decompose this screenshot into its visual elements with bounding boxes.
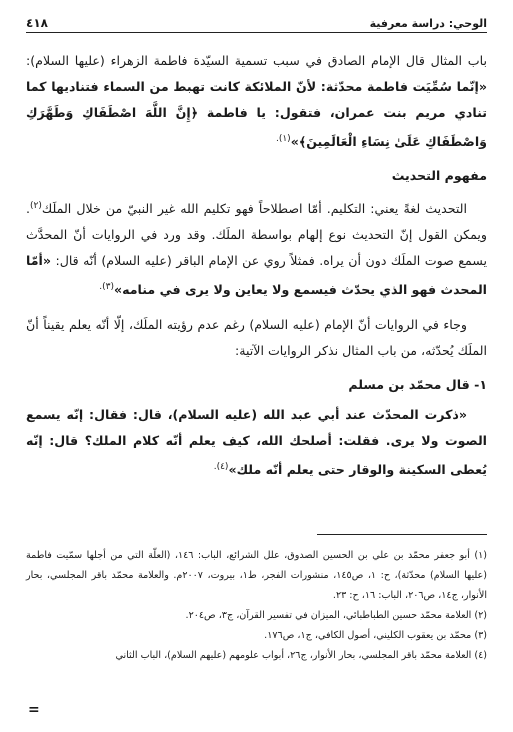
running-title: الوحي: دراسة معرفية — [369, 17, 487, 30]
spacer — [26, 304, 487, 312]
paragraph-1 — [26, 48, 487, 155]
section-heading-muhammad-bin-muslim: ١- قال محمّد بن مسلم — [348, 376, 487, 392]
paragraph-2 — [26, 193, 487, 303]
footnotes — [26, 546, 487, 666]
paragraph-2-text-a: التحديث لغةً يعني: التكليم. أمّا اصطلاحاً فهو تكليم الله غير النبيّ من خلال الملَك — [41, 201, 467, 217]
paragraph-1-intro: باب المثال قال الإمام الصادق في سبب تسمية السيّدة فاطمة الزهراء (عليها السلام): — [26, 53, 487, 68]
quote-abu-abdillah: «ذكرت المحدّث عند أبي عبد الله (عليه السلام)، قال: فقال: إنّه يسمع الصوت ولا يرى. فقلت: أصلحك الله، كيف يعلم أنّه كلام الملك؟ قال: إنّه يُعطى السكينة والوقار حتى يعلم أنّه ملك» — [26, 406, 487, 477]
footnote-ref-4: (٤). — [213, 461, 229, 472]
section-heading-tahdith: مفهوم التحديث — [391, 168, 487, 184]
footnote-ref-2: (٢) — [30, 201, 42, 212]
footnote-4: (٤) العلامة محمّد باقر المجلسي، بحار الأنوار، ج٢٦، أبواب علومهم (عليهم السلام)، الباب الثاني — [115, 650, 487, 661]
page-header — [26, 12, 487, 33]
footnote-1: (١) أبو جعفر محمّد بن علي بن الحسين الصدوق، علل الشرائع، الباب: ١٤٦، (العلّة التي من أجلها سمّيت فاطمة (عليها السلام) محدّثة)، ح: ١، ص١٤٥، منشورات الفجر، ط١، بيروت، ٢٠٠٧م. والعلامة محمّد باقر المجلسي، بحار الأنوار، ج١٤، ص٢٠٦، الباب: ١٦، ح: ٢٣. — [26, 550, 487, 601]
paragraph-4 — [26, 402, 487, 483]
footnote-2: (٢) العلامة محمّد حسين الطباطبائي، الميزان في تفسير القرآن، ج٣، ص٢٠٤. — [185, 610, 487, 621]
footnote-ref-3: (٣). — [99, 282, 114, 293]
continuation-mark: = — [28, 702, 40, 718]
paragraph-2-text-b: . ويمكن القول إنّ التحديث نوع إلهام بواسطة الملَك. وقد ورد في الروايات أنّ المحدَّث يسمع صوت الملَك دون أن يراه. فمثلاً روي عن الإمام الباقر (عليه السلام) أنّه قال: — [26, 201, 487, 269]
footnote-separator — [317, 534, 487, 535]
footnote-ref-1: (١). — [275, 134, 291, 144]
quote-baqir: «أمّا المحدث فهو الذي يحدّث فيسمع ولا يعاين ولا يرى في منامه» — [26, 253, 487, 298]
footnote-3: (٣) محمّد بن يعقوب الكليني، أصول الكافي، ج١، ص١٧٦. — [264, 630, 487, 641]
main-text — [26, 48, 487, 483]
page-number: ٤١٨ — [26, 16, 48, 30]
quote-fatima: «إنّما سُمِّيَت فاطمة محدّثة: لأنّ الملائكة كانت تهبط من السماء فتناديها كما تنادي مريم بنت عمران، فتقول: يا فاطمة ﴿إِنَّ اللَّهَ اصْطَفَاكِ وَطَهَّرَكِ وَاصْطَفَاكِ عَلَىٰ نِسَاءِ الْعَالَمِينَ﴾» — [26, 79, 487, 150]
paragraph-3: وجاء في الروايات أنّ الإمام (عليه السلام) رغم عدم رؤيته الملَك، إلّا أنّه يعلم يقيناً أنّ الملَك يُحدّثه، من باب المثال نذكر الروايات الآتية: — [26, 316, 487, 358]
